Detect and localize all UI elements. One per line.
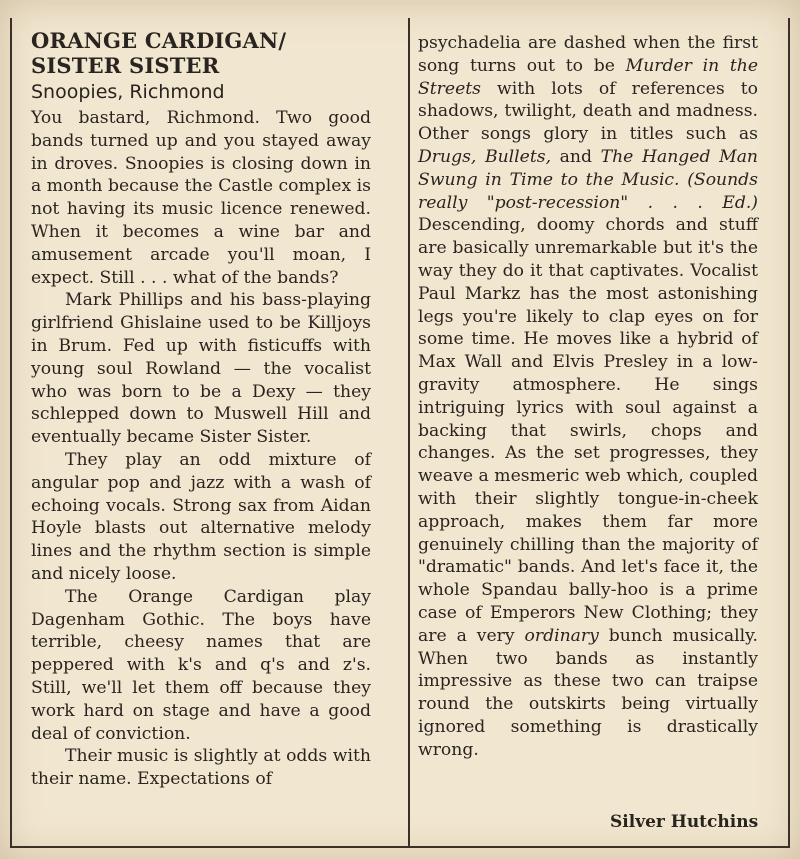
text-run: psychadelia are dashed when the first song turns out to be <box>418 33 758 76</box>
emphasis: ordinary <box>524 625 599 646</box>
paragraph: The Orange Cardigan play Dagenham Gothic. The boys have terrible, cheesy names that are peppered with k's and q's and z's. Still, we'll let them off because they work hard on stage and have a good deal of conviction. <box>31 586 371 744</box>
paragraph: Mark Phillips and his bass-playing girlfriend Ghislaine used to be Killjoys in Brum. Fed up with fisticuffs with young soul Rowland — the vocalist who was born to be a Dexy — they schlepped down to Muswell Hill and eventually became Sister Sister. <box>31 290 371 448</box>
left-column <box>31 20 371 791</box>
headline-line-1: ORANGE CARDIGAN/ <box>31 28 287 53</box>
text-run: Descending, doomy chords and stuff are basically unremarkable but it's the way they do it that captivates. Vocalist Paul Markz has the most astonishing legs you're likely to clap eyes on for some time. He moves like a hybrid of Max Wall and Elvis Presley in a low-gravity atmosphere. He sings intriguing lyrics with soul against a backing that swirls, chops and changes. As the set progresses, they weave a mesmeric web which, coupled with their slightly tongue-in-cheek approach, makes them far more genuinely chilling than the majority of "dramatic" bands. And let's face it, the whole Spandau bally-hoo is a prime case of Emperors New Clothing; they are a very <box>418 215 758 646</box>
song-title: Drugs, Bullets, <box>418 146 552 167</box>
song-title: The Hanged Man Swung in Time to the Music. (Sounds really "post-recession" . . . Ed.) <box>418 146 759 213</box>
song-title: Murder in the Streets <box>418 55 758 99</box>
column-divider <box>408 18 410 848</box>
paragraph <box>418 32 758 762</box>
paragraph: You bastard, Richmond. Two good bands turned up and you stayed away in droves. Snoopies is closing down in a month because the Castle complex is not having its music licence renewed. When it becomes a wine bar and amusement arcade you'll moan, I expect. Still . . . what of the bands? <box>31 108 371 288</box>
venue-subheading: Snoopies, Richmond <box>31 81 225 103</box>
paragraph: They play an odd mixture of angular pop and jazz with a wash of echoing vocals. Strong sax from Aidan Hoyle blasts out alternative melody lines and the rhythm section is simple and nicely loose. <box>31 449 371 584</box>
headline-line-2: SISTER SISTER <box>31 53 220 78</box>
paragraph: Their music is slightly at odds with their name. Expectations of <box>31 746 371 790</box>
text-run: with lots of references to shadows, twilight, death and madness. Other songs glory in titles such as <box>418 78 758 145</box>
text-run: bunch musically. When two bands as instantly impressive as these two can traipse round the outskirts being virtually ignored something is drastically wrong. <box>418 625 758 760</box>
headline <box>31 28 371 78</box>
text-run: and <box>551 146 601 167</box>
byline: Silver Hutchins <box>610 812 759 832</box>
right-column <box>418 32 758 762</box>
